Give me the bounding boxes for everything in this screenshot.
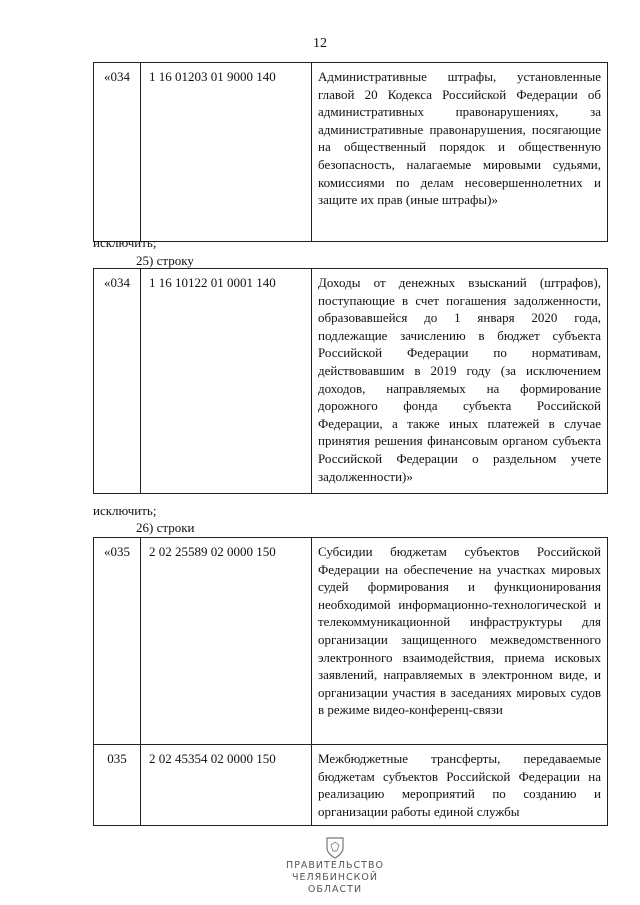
table-row — [94, 538, 608, 745]
description-cell: Доходы от денежных взысканий (штрафов), поступающие в счет погашения задолженности, образовавшейся до 1 января 2020 года, подлежащие зачислению в бюджет субъекта Российской Федерации по нормативам, действовавшим в 2019 году (за исключением доходов, направляемых на формирование дорожного фонда субъекта Российской Федерации, а также иных платежей в случае принятия решения финансовым органом субъекта Российской Федерации о раздельном учете задолженности)» — [312, 269, 608, 494]
table-row — [94, 63, 608, 242]
coat-of-arms-icon — [324, 836, 346, 860]
exclude-instruction-1: исключить; — [93, 235, 157, 250]
admin-code-cell: 035 — [94, 745, 141, 826]
stamp-line-1: ПРАВИТЕЛЬСТВО — [286, 860, 384, 871]
section-26-heading: 26) строки — [136, 520, 195, 535]
budget-code-cell: 2 02 45354 02 0000 150 — [141, 745, 312, 826]
table-row — [94, 745, 608, 826]
table-row — [94, 269, 608, 494]
page-number: 12 — [313, 36, 327, 51]
government-stamp — [270, 836, 400, 902]
budget-table-3 — [93, 537, 608, 826]
budget-table-1 — [93, 62, 608, 242]
exclude-instruction-2: исключить; — [93, 503, 157, 518]
budget-code-cell: 1 16 01203 01 9000 140 — [141, 63, 312, 242]
budget-table-2 — [93, 268, 608, 494]
budget-code-cell: 1 16 10122 01 0001 140 — [141, 269, 312, 494]
description-cell: Межбюджетные трансферты, передаваемые бюджетам субъектов Российской Федерации на реализацию мероприятий по созданию и организации работы единой службы — [312, 745, 608, 826]
section-25-heading: 25) строку — [136, 253, 194, 268]
description-cell: Административные штрафы, установленные главой 20 Кодекса Российской Федерации об административных правонарушениях, за административные правонарушения, посягающие на общественный порядок и общественную безопасность, налагаемые мировыми судьями, комиссиями по делам несовершеннолетних и защите их прав (иные штрафы)» — [312, 63, 608, 242]
admin-code-cell: «034 — [94, 63, 141, 242]
description-cell: Субсидии бюджетам субъектов Российской Федерации на обеспечение на участках мировых судей формирования и функционирования необходимой информационно-технологической и телекоммуникационной инфраструктуры для организации защищенного межведомственного электронного взаимодействия, приема исковых заявлений, направляемых в электронном виде, и организации участия в заседаниях мировых судов в режиме видео-конференц-связи — [312, 538, 608, 745]
admin-code-cell: «034 — [94, 269, 141, 494]
stamp-line-2: ЧЕЛЯБИНСКОЙ ОБЛАСТИ — [292, 872, 378, 895]
admin-code-cell: «035 — [94, 538, 141, 745]
budget-code-cell: 2 02 25589 02 0000 150 — [141, 538, 312, 745]
